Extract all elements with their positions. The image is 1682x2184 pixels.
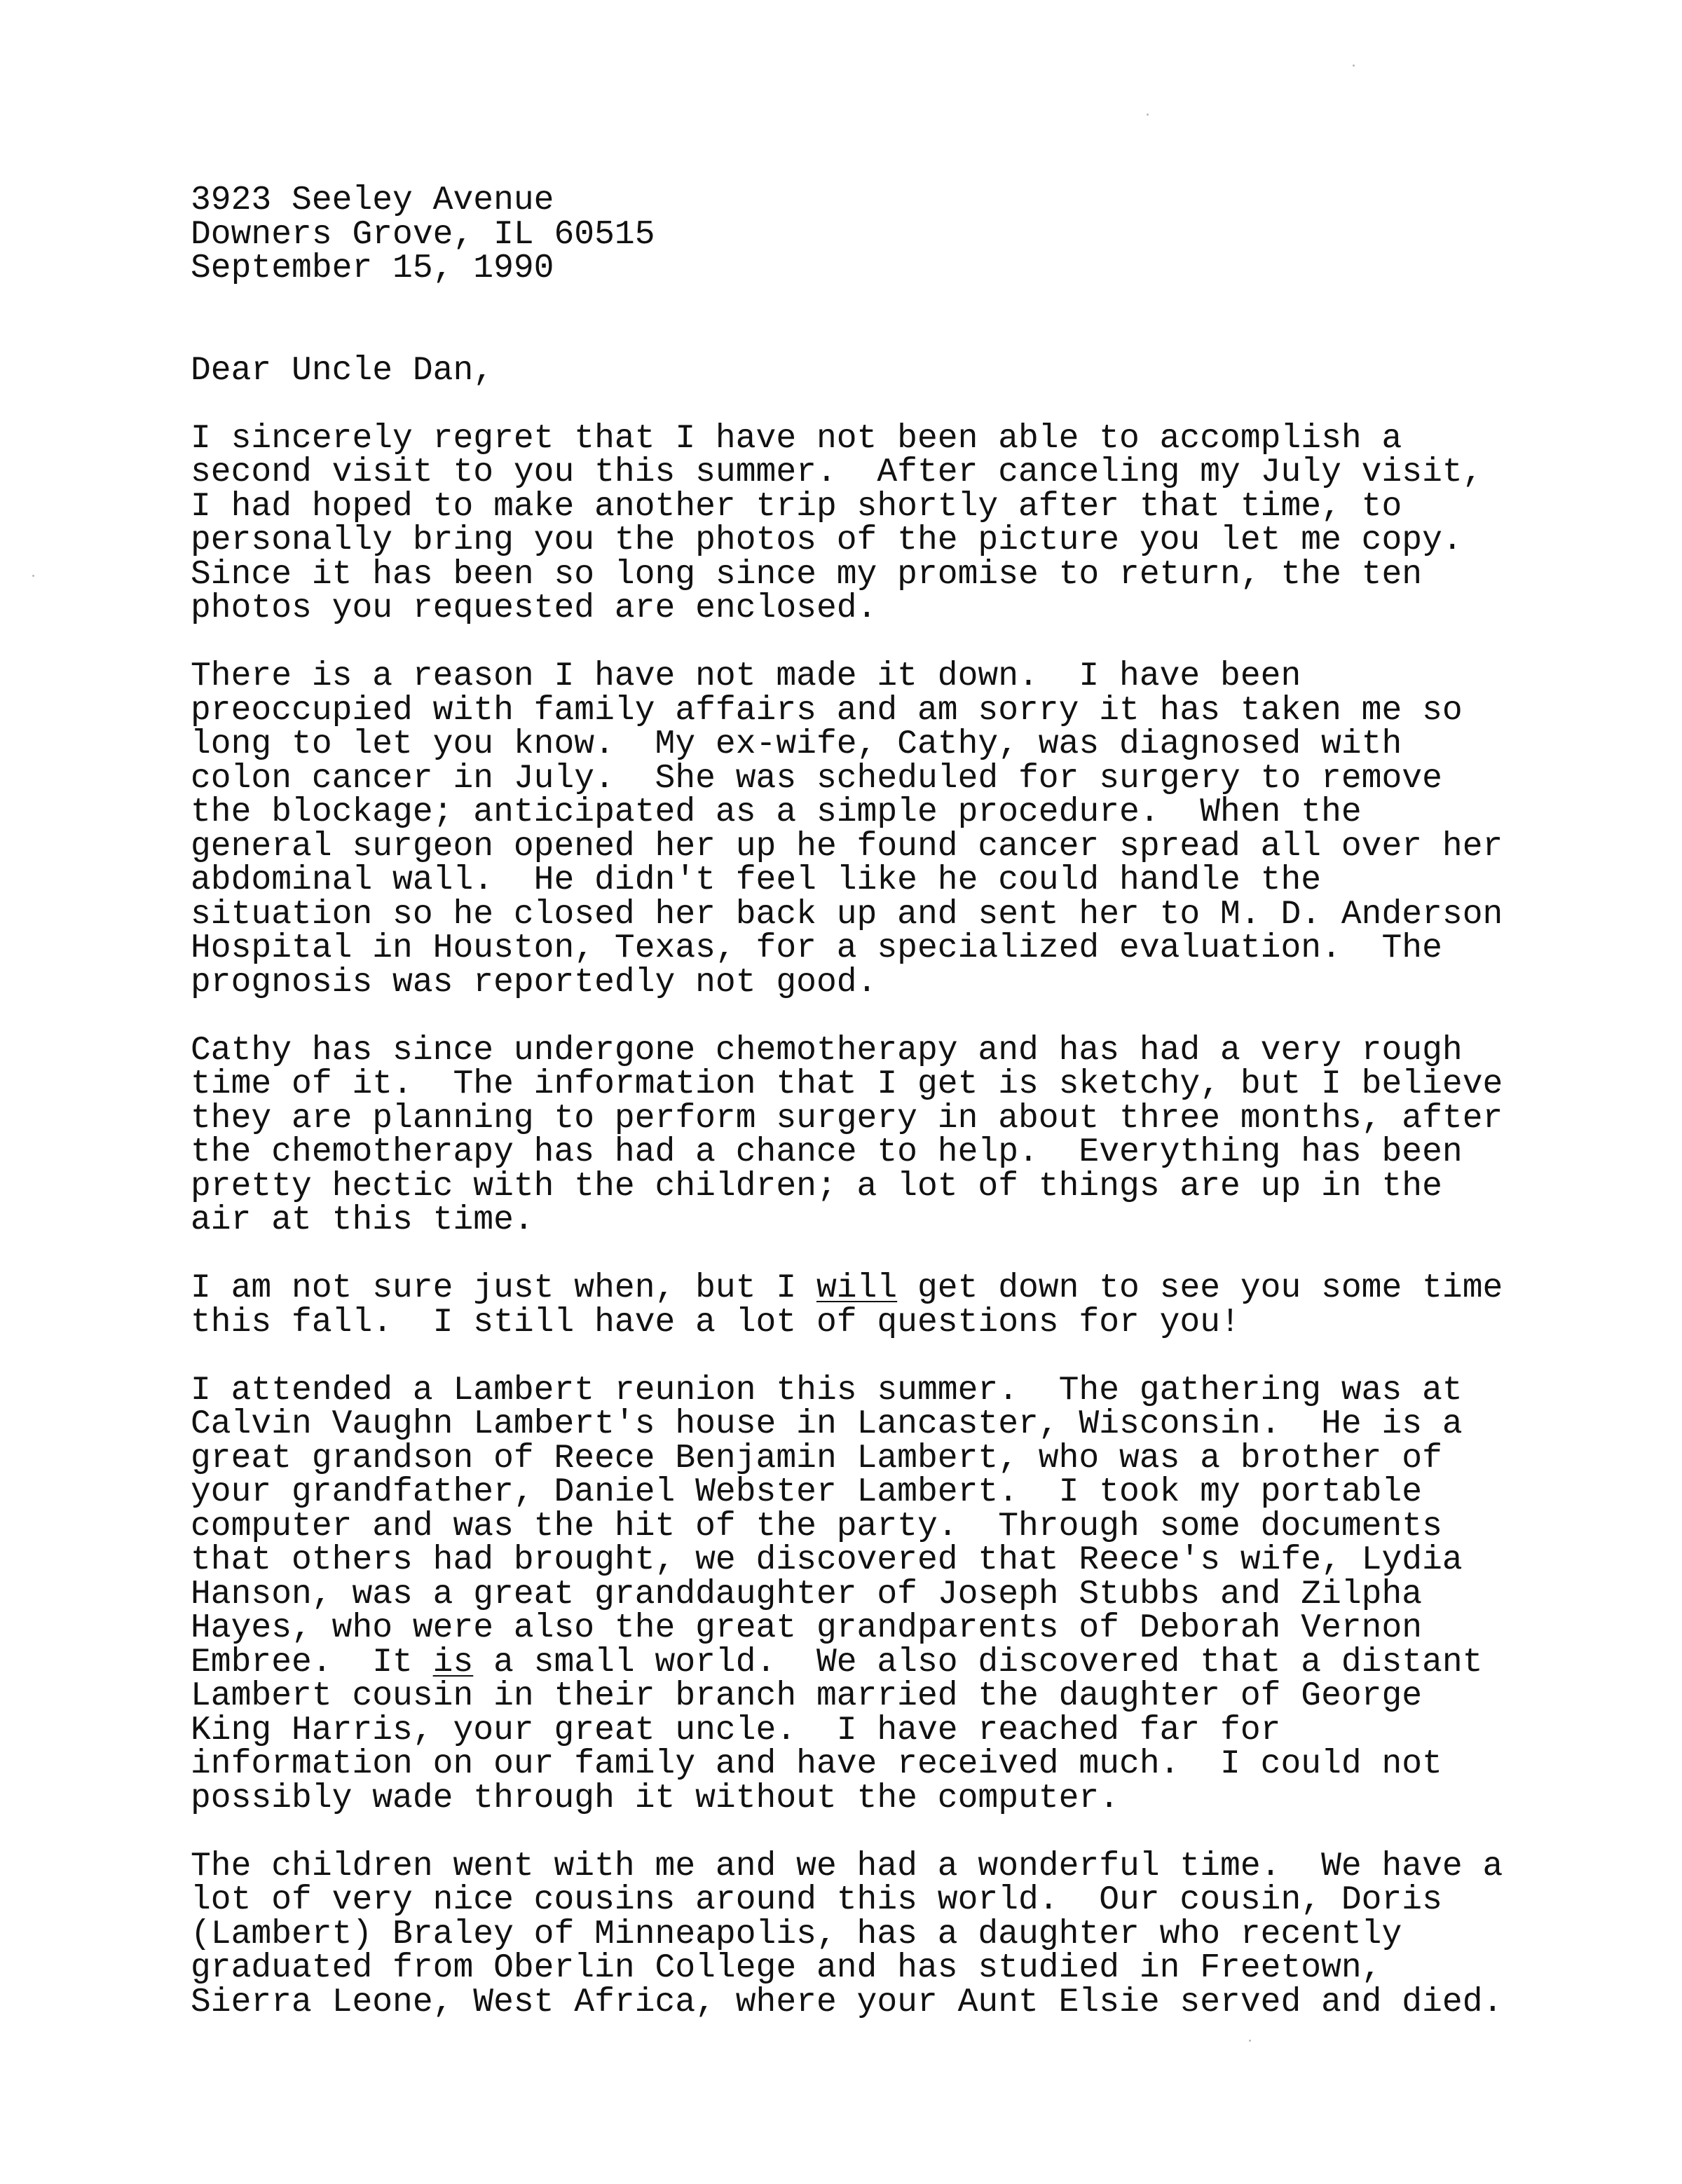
- paragraph-line: Since it has been so long since my promise to return, the ten: [191, 555, 1423, 594]
- paragraph-line: information on our family and have received much. I could not: [191, 1745, 1442, 1783]
- paragraph-line: The children went with me and we had a wonderful time. We have a: [191, 1847, 1503, 1885]
- blank-line: [191, 999, 1536, 1034]
- text-run: get down to see you some time: [897, 1269, 1503, 1307]
- paragraph-line: Sierra Leone, West Africa, where your Aunt Elsie served and died.: [191, 1983, 1503, 2021]
- blank-line: [191, 1339, 1536, 1374]
- paragraph-line: they are planning to perform surgery in about three months, after: [191, 1099, 1503, 1138]
- paragraph-line: the chemotherapy has had a chance to help. Everything has been: [191, 1133, 1463, 1171]
- paragraph-line: Cathy has since undergone chemotherapy and has had a very rough: [191, 1031, 1463, 1070]
- paragraph-line: (Lambert) Braley of Minneapolis, has a daughter who recently: [191, 1915, 1402, 1953]
- blank-line: [191, 1238, 1536, 1272]
- paragraph-line: I attended a Lambert reunion this summer. The gathering was at: [191, 1371, 1463, 1410]
- paragraph-line: There is a reason I have not made it down. I have been: [191, 657, 1301, 695]
- paragraph-line: I had hoped to make another trip shortly after that time, to: [191, 487, 1402, 526]
- paragraph-1: [191, 419, 1536, 627]
- paragraph-line: King Harris, your great uncle. I have reached far for: [191, 1711, 1281, 1749]
- paragraph-line: great grandson of Reece Benjamin Lambert, who was a brother of: [191, 1439, 1442, 1477]
- paragraph-5: [191, 1371, 1536, 1817]
- paragraph-line: this fall. I still have a lot of questions for you!: [191, 1303, 1240, 1342]
- paragraph-line: preoccupied with family affairs and am sorry it has taken me so: [191, 691, 1463, 730]
- paragraph-line: time of it. The information that I get is sketchy, but I believe: [191, 1065, 1503, 1103]
- underlined-word: is: [432, 1643, 474, 1681]
- paragraph-line: lot of very nice cousins around this world. Our cousin, Doris: [191, 1881, 1442, 1919]
- paragraph-line: colon cancer in July. She was scheduled for surgery to remove: [191, 759, 1442, 798]
- paragraph-line: Hayes, who were also the great grandparents of Deborah Vernon: [191, 1609, 1423, 1647]
- paragraph-line: Lambert cousin in their branch married the daughter of George: [191, 1677, 1423, 1715]
- paragraph-line: pretty hectic with the children; a lot of things are up in the: [191, 1167, 1442, 1206]
- paragraph-line: abdominal wall. He didn't feel like he could handle the: [191, 861, 1322, 899]
- paragraph-line: air at this time.: [191, 1201, 534, 1239]
- paragraph-line: that others had brought, we discovered that Reece's wife, Lydia: [191, 1541, 1463, 1579]
- paragraph-line: Hospital in Houston, Texas, for a specialized evaluation. The: [191, 929, 1442, 967]
- paragraph-line: possibly wade through it without the computer.: [191, 1779, 1120, 1817]
- paragraph-line: your grandfather, Daniel Webster Lambert. I took my portable: [191, 1473, 1423, 1511]
- text-run: Embree. It: [191, 1643, 433, 1681]
- paper-speck: [1147, 114, 1149, 116]
- blank-line: [191, 320, 1536, 354]
- text-run: I am not sure just when, but I: [191, 1269, 816, 1307]
- paragraph-line: graduated from Oberlin College and has studied in Freetown,: [191, 1949, 1382, 1987]
- paragraph-line: [191, 1271, 1536, 1306]
- paragraph-line: Calvin Vaughn Lambert's house in Lancaster, Wisconsin. He is a: [191, 1405, 1463, 1443]
- text-run: a small world. We also discovered that a distant: [473, 1643, 1483, 1681]
- paragraph-6: [191, 1847, 1536, 2021]
- address-street: 3923 Seeley Avenue: [191, 182, 554, 219]
- paragraph-line: computer and was the hit of the party. Through some documents: [191, 1507, 1442, 1545]
- paper-speck: [32, 575, 34, 577]
- paragraph-line: the blockage; anticipated as a simple procedure. When the: [191, 793, 1362, 831]
- paragraph-line: I sincerely regret that I have not been able to accomplish a: [191, 419, 1402, 458]
- paragraph-line: prognosis was reportedly not good.: [191, 963, 877, 1002]
- paragraph-line: second visit to you this summer. After canceling my July visit,: [191, 453, 1483, 491]
- blank-line: [191, 286, 1536, 320]
- salutation: Dear Uncle Dan,: [191, 351, 494, 390]
- sender-address-block: [191, 184, 1536, 286]
- paragraph-line: photos you requested are enclosed.: [191, 589, 877, 627]
- paragraph-line: situation so he closed her back up and sent her to M. D. Anderson: [191, 895, 1503, 934]
- paragraph-2: [191, 657, 1536, 1002]
- letter-body: [191, 184, 1536, 2019]
- blank-line: [191, 1815, 1536, 1850]
- underlined-word: will: [816, 1269, 898, 1307]
- paragraph-4: [191, 1269, 1536, 1342]
- paragraph-line: [191, 1643, 1536, 1681]
- letter-date: September 15, 1990: [191, 250, 554, 287]
- blank-line: [191, 388, 1536, 422]
- paragraph-line: personally bring you the photos of the picture you let me copy.: [191, 521, 1463, 559]
- paper-speck: [1249, 2040, 1251, 2042]
- paragraph-3: [191, 1031, 1536, 1239]
- paragraph-line: general surgeon opened her up he found cancer spread all over her: [191, 827, 1503, 866]
- paragraph-line: long to let you know. My ex-wife, Cathy, was diagnosed with: [191, 725, 1402, 763]
- blank-line: [191, 626, 1536, 660]
- address-city-state-zip: Downers Grove, IL 60515: [191, 215, 655, 254]
- paper-speck: [1353, 64, 1355, 67]
- paragraph-line: Hanson, was a great granddaughter of Joseph Stubbs and Zilpha: [191, 1575, 1423, 1613]
